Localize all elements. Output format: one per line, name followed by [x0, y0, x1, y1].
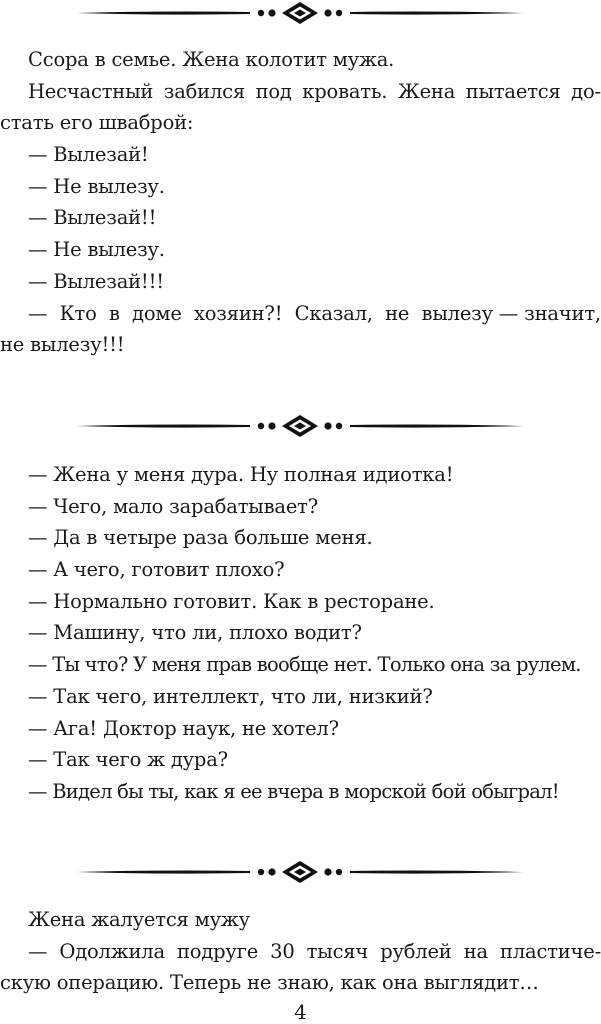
ornamental-divider-middle	[75, 414, 525, 438]
word: вылезу — значит,	[421, 301, 601, 325]
dialogue-line: — Вылезай!!!	[28, 269, 164, 293]
word: Сказал,	[294, 301, 373, 325]
word: Несчастный	[28, 79, 154, 103]
dialogue-line: — Вылезай!!	[28, 206, 157, 230]
dialogue-line: — Машину, что ли, плохо водит?	[28, 621, 362, 645]
word: —	[28, 301, 48, 325]
dialogue-line: — Ага! Доктор наук, не хотел?	[28, 716, 339, 740]
word: кровать.	[302, 79, 388, 103]
joke-1	[0, 44, 601, 361]
paragraph-line: Жена жалуется мужу	[28, 908, 250, 931]
ornamental-divider-top	[75, 1, 525, 25]
dialogue-line-justified	[0, 298, 601, 330]
word: подруге	[176, 939, 259, 963]
word: на	[463, 939, 488, 963]
word: 30	[270, 939, 295, 963]
paragraph-line: Ссора в семье. Жена колотит мужа.	[28, 48, 395, 71]
dialogue-line: — Чего, мало зарабатывает?	[28, 494, 319, 518]
word: в	[108, 301, 120, 325]
word: Жена	[397, 79, 456, 103]
joke-2	[0, 459, 601, 808]
word: рублей	[380, 939, 452, 963]
dialogue-line: — Нормально готовит. Как в ресторане.	[28, 589, 435, 613]
dialogue-line: — Так чего, интеллект, что ли, низкий?	[28, 684, 433, 708]
dialogue-line: — Жена у меня дура. Ну полная идиотка!	[28, 463, 454, 486]
word: Одолжила	[59, 939, 165, 963]
dialogue-line: — Да в четыре раза больше меня.	[28, 526, 373, 550]
word: пластиче-	[500, 939, 601, 963]
word: доме	[132, 301, 182, 325]
paragraph-line-justified	[0, 76, 601, 108]
word: Кто	[59, 301, 97, 325]
word: —	[28, 939, 48, 963]
word: до-	[571, 79, 601, 103]
ornamental-divider-bottom	[75, 860, 525, 884]
dialogue-line: — Не вылезу.	[28, 238, 165, 262]
paragraph-line: стать его шваброй:	[0, 111, 194, 135]
paragraph-line: не вылезу!!!	[0, 333, 125, 357]
word: тысяч	[306, 939, 369, 963]
joke-3	[0, 904, 601, 999]
word: хозяин?!	[193, 301, 283, 325]
dialogue-line: — Не вылезу.	[28, 174, 165, 198]
dialogue-line: — Вылезай!	[28, 143, 149, 167]
paragraph-line: скую операцию. Теперь не знаю, как она выглядит…	[0, 971, 539, 995]
word: забился	[163, 79, 245, 103]
dialogue-line: — Видел бы ты, как я ее вчера в морской бой обыграл!	[28, 779, 559, 803]
dialogue-line-justified	[0, 936, 601, 968]
dialogue-line: — Ты что? У меня прав вообще нет. Только она за рулем.	[28, 653, 581, 677]
dialogue-line: — Так чего ж дура?	[28, 748, 228, 772]
page-number: 4	[294, 1000, 307, 1024]
word: пытается	[465, 79, 561, 103]
word: под	[255, 79, 292, 103]
word: не	[385, 301, 410, 325]
dialogue-line: — А чего, готовит плохо?	[28, 558, 285, 582]
